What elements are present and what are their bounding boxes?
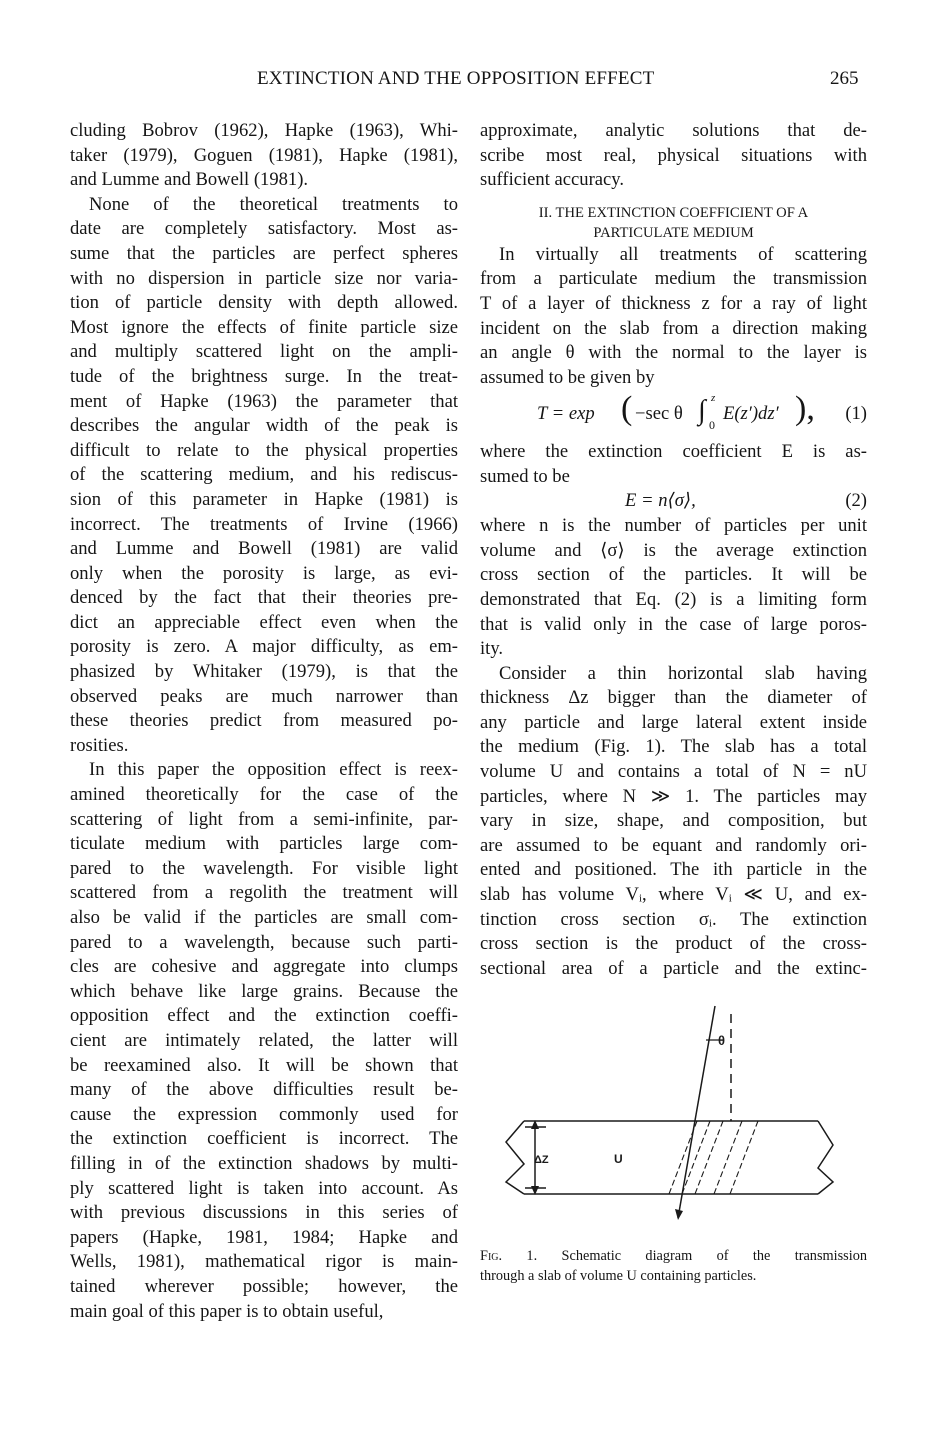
text-line: and multiply scattered light on the ampli- [70,341,458,363]
text-line: where the extinction coefficient E is as- [480,441,867,463]
text-line: None of the theoretical treatments to [89,193,458,215]
text-line: taker (1979), Goguen (1981), Hapke (1981), [70,144,458,166]
text-line: T of a layer of thickness z for a ray of light [480,292,867,314]
section-heading: II. THE EXTINCTION COEFFICIENT OF A [538,204,809,221]
text-line: rosities. [70,734,129,756]
text-line: approximate, analytic solutions that de- [480,120,867,141]
text-line: sume that the particles are perfect spheres [70,242,458,264]
theta-label: θ [718,1033,726,1048]
text-line: incorrect. The treatments of Irvine (1966) [70,513,458,535]
text-line: and Lumme and Bowell (1981) are valid [70,538,458,560]
text-line: main goal of this paper is to obtain useful, [70,1300,384,1322]
text-line: tinction cross section σᵢ. The extinction [480,908,867,930]
eq1-number: (1) [845,403,867,425]
dz-label: ΔZ [534,1154,549,1166]
text-line: with no dispersion in particle size nor varia- [70,267,458,289]
volume-u-label: U [614,1152,623,1166]
caption-label: Fig. 1. [480,1248,538,1264]
text-line: volume and ⟨σ⟩ is the average extinction [480,539,867,561]
text-line: ity. [480,638,504,660]
text-line: particles, where N ≫ 1. The particles may [480,785,867,807]
text-line: cross section is the product of the cross- [480,933,867,955]
text-line: In virtually all treatments of scattering [499,243,867,265]
text-line: the medium (Fig. 1). The slab has a total [480,736,867,758]
text-line: these theories predict from measured po- [70,710,458,732]
text-line: which behave like large grains. Because the [70,980,458,1002]
text-line: cross section of the particles. It will be [480,564,867,586]
text-line: scattering of light from a semi-infinite, par- [70,808,458,830]
equation-2 [480,490,867,515]
eq1-integrand: E(z′)dz′ [723,403,779,425]
text-line: of the scattering medium, and his rediscus- [70,464,458,486]
text-line: ented and positioned. The ith particle in the [480,859,867,881]
text-line: many of the above difficulties result be- [70,1079,458,1101]
text-line: the extinction coefficient is incorrect. The [70,1128,458,1150]
figure-caption [480,1246,867,1286]
text-line: demonstrated that Eq. (2) is a limiting form [480,588,867,610]
text-line: be reexamined also. It will be shown that [70,1054,458,1076]
text-line: sion of this parameter in Hapke (1981) is [70,488,458,510]
paragraph-number-density [480,514,867,662]
equation-1 [480,390,867,440]
text-line: sufficient accuracy. [480,169,625,191]
section-heading-continued: PARTICULATE MEDIUM [593,224,754,241]
text-line: Consider a thin horizontal slab having [499,662,867,684]
text-line: describes the angular width of the peak is [70,415,458,437]
text-line: pared to a wavelength, because such parti- [70,931,458,953]
paragraph-thin-slab [480,662,867,982]
text-line: denced by the fact that their theories pre- [70,587,458,609]
text-line: filling in of the extinction shadows by multi- [70,1152,458,1174]
text-line: pared to the wavelength. For visible light [70,857,458,879]
text-line: volume U and contains a total of N = nU [480,761,867,783]
text-line: sectional area of a particle and the extinc- [480,957,867,979]
text-line: cient are intimately related, the latter will [70,1029,458,1051]
eq1-close-paren: ), [795,390,815,428]
text-line: In this paper the opposition effect is reex- [89,759,458,781]
text-line: are assumed to be equant and randomly ori- [480,834,867,856]
text-line: and Lumme and Bowell (1981). [70,169,309,191]
text-line: scattered from a regolith the treatment will [70,882,458,904]
text-line: opposition effect and the extinction coeffi- [70,1005,458,1027]
eq1-sec-theta: −sec θ [635,403,683,425]
eq1-upper-limit: z [711,392,716,405]
slab-left-break [506,1121,524,1194]
text-line: observed peaks are much narrower than [70,685,458,707]
ray-arrow-head [675,1209,683,1220]
text-line: incident on the slab from a direction making [480,317,867,339]
text-line: amined theoretically for the case of the [70,784,458,806]
text-line: from a particulate medium the transmission [480,268,867,290]
eq2-body: E = n⟨σ⟩, [625,489,696,511]
text-line: an angle θ with the normal to the layer is [480,342,867,364]
eq2-number: (2) [845,489,867,511]
slab-right-break [818,1121,833,1194]
text-line: porosity is zero. A major difficulty, as em- [70,636,458,658]
text-line: cles are cohesive and aggregate into clumps [70,956,458,978]
paragraph-transmission [480,243,867,391]
text-line: cluding Bobrov (1962), Hapke (1963), Whi- [70,120,458,141]
text-line: sumed to be [480,465,570,487]
left-column [70,119,458,1324]
eq1-integral: ∫ [698,395,706,427]
text-line: where n is the number of particles per unit [480,515,867,537]
text-line: Most ignore the effects of finite particle size [70,316,458,338]
text-line: also be valid if the particles are small com- [70,907,458,928]
text-line: only when the porosity is large, as evi- [70,562,458,584]
text-line: Wells, 1981), mathematical rigor is main- [70,1251,458,1273]
page-header [0,68,937,94]
text-line: ment of Hapke (1963) the parameter that [70,390,458,412]
paragraph-extinction-assumed [480,440,867,489]
eq1-open-paren: ( [621,390,633,428]
text-line: vary in size, shape, and composition, but [480,810,867,832]
figure-slab-diagram [502,1004,852,1236]
text-line: papers (Hapke, 1981, 1984; Hapke and [70,1226,458,1248]
incident-ray [678,1006,715,1218]
text-line: ply scattered light is taken into account. As [70,1177,458,1199]
text-line: phasized by Whitaker (1979), is that the [70,661,458,683]
caption-line-1 [480,1246,867,1266]
text-line: tude of the brightness surge. In the treat- [70,365,458,387]
text-line: thickness Δz bigger than the diameter of [480,687,867,709]
text-line: ticulate medium with particles large com- [70,833,458,855]
caption-text-1: Schematic diagram of the transmission [561,1248,868,1264]
intro-paragraph [480,119,867,193]
right-column [480,119,867,981]
eq1-lower-limit: 0 [709,418,715,433]
text-line: scribe most real, physical situations with [480,144,867,166]
text-line: with previous discussions in this series of [70,1202,458,1224]
text-line: cause the expression commonly used for [70,1103,458,1125]
text-line: tained wherever possible; however, the [70,1275,458,1297]
text-line: any particle and large lateral extent inside [480,711,867,733]
eq1-lhs: T = exp [537,403,595,425]
text-line: slab has volume Vᵢ, where Vᵢ ≪ U, and ex- [480,884,867,906]
text-line: date are completely satisfactory. Most as- [70,218,458,240]
caption-line-2: through a slab of volume U containing particles. [480,1268,757,1284]
text-line: difficult to relate to the physical properties [70,439,458,461]
page-number: 265 [830,68,859,89]
text-line: that is valid only in the case of large poros- [480,613,867,635]
text-line: assumed to be given by [480,366,655,388]
text-line: dict an appreciable effect even when the [70,611,458,633]
running-title: EXTINCTION AND THE OPPOSITION EFFECT [257,68,655,89]
text-line: tion of particle density with depth allowed. [70,292,458,314]
